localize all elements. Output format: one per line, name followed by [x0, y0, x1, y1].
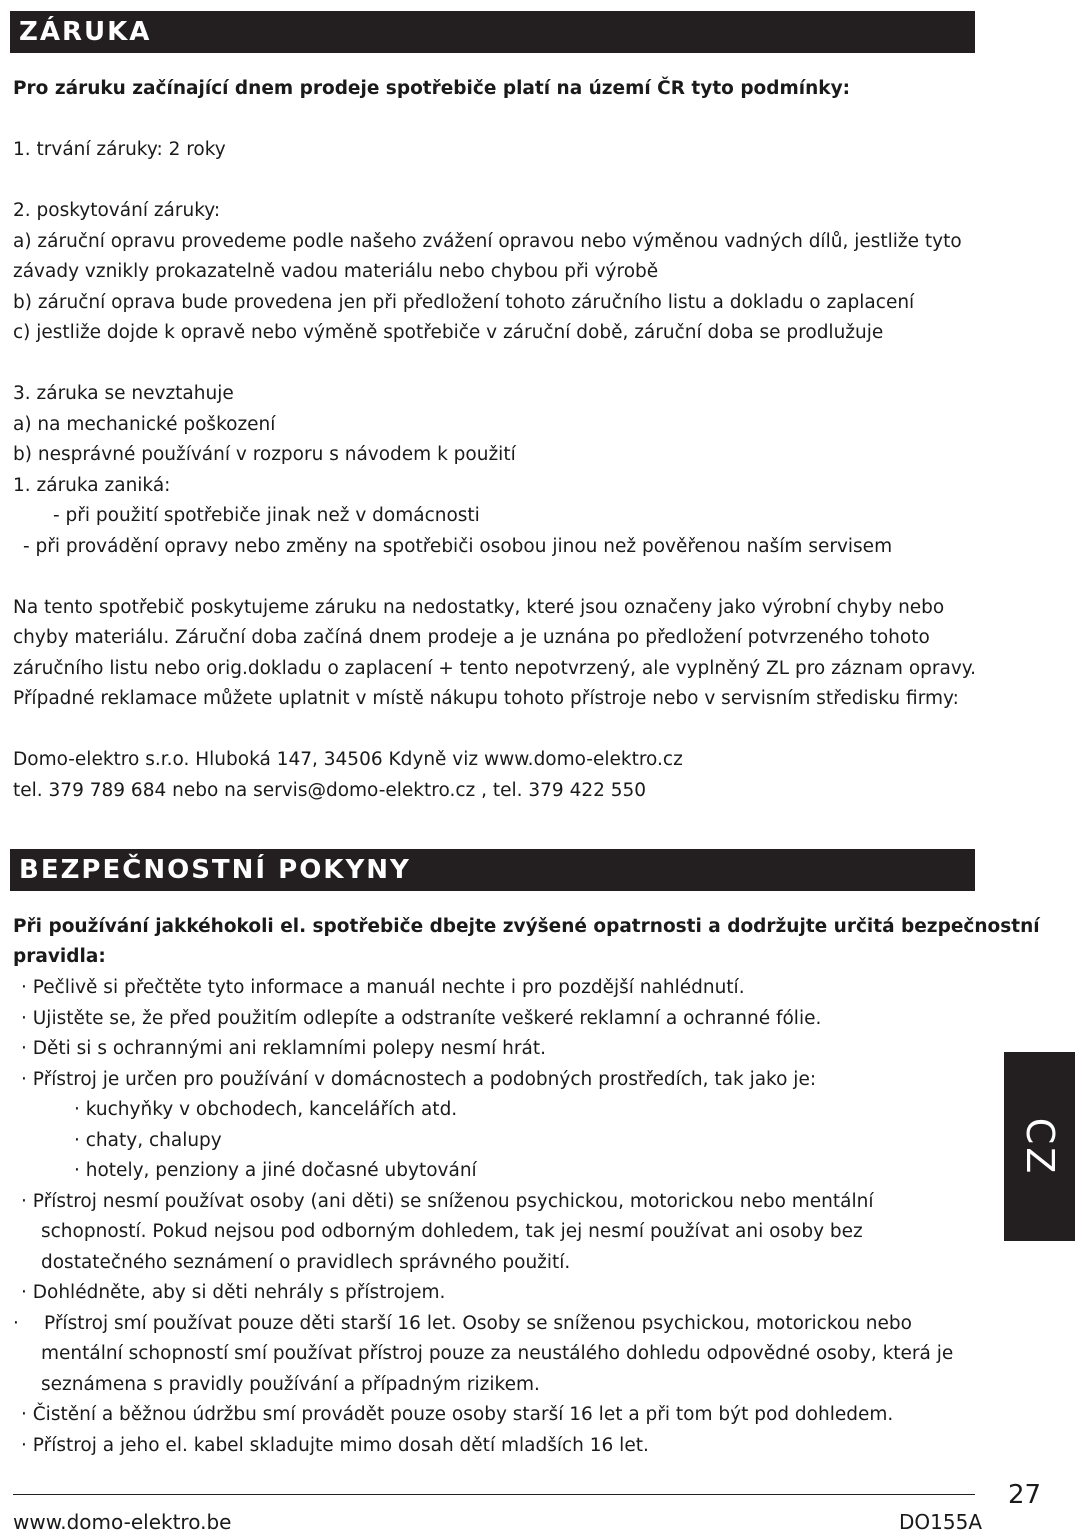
warranty-paragraph-line: Na tento spotřebič poskytujeme záruku na nedostatky, které jsou označeny jako výrobní chyby nebo — [13, 597, 945, 618]
safety-item: · Přístroj a jeho el. kabel skladujte mimo dosah dětí mladších 16 let. — [21, 1435, 649, 1456]
safety-item: · Ujistěte se, že před použitím odlepíte a odstraníte veškeré reklamní a ochranné fólie. — [21, 1008, 822, 1029]
warranty-expiry-title: 1. záruka zaniká: — [13, 475, 171, 496]
safety-item-continued: mentální schopností smí používat přístroj pouze za neustálého dohledu odpovědné osoby, která je — [41, 1343, 954, 1364]
warranty-expiry-item: - při použití spotřebiče jinak než v domácnosti — [53, 505, 480, 526]
warranty-heading: ZÁRUKA — [10, 11, 975, 53]
safety-item-bullet: · — [13, 1313, 19, 1334]
page-number: 27 — [1008, 1480, 1042, 1510]
footer-model: DO155A — [899, 1510, 982, 1534]
footer-website: www.domo-elektro.be — [13, 1510, 232, 1534]
safety-item: · Pečlivě si přečtěte tyto informace a manuál nechte i pro pozdější nahlédnutí. — [21, 977, 745, 998]
safety-intro-line1: Při používání jakkéhokoli el. spotřebiče dbejte zvýšené opatrnosti a dodržujte určitá bezpečnostní — [13, 916, 1040, 937]
safety-item: Přístroj smí používat pouze děti starší 16 let. Osoby se sníženou psychickou, motorickou nebo — [44, 1313, 912, 1334]
warranty-paragraph-line: záručního listu nebo orig.dokladu o zaplacení + tento nepotvrzený, ale vyplněný ZL pro záznam opravy. — [13, 658, 976, 679]
warranty-provision-c: c) jestliže dojde k opravě nebo výměně spotřebiče v záruční době, záruční doba se prodlužuje — [13, 322, 884, 343]
warranty-expiry-item: - při provádění opravy nebo změny na spotřebiči osobou jinou než pověřenou naším servisem — [23, 536, 893, 557]
safety-item-continued: dostatečného seznámení o pravidlech správného použití. — [41, 1252, 571, 1273]
warranty-paragraph-line: Případné reklamace můžete uplatnit v místě nákupu tohoto přístroje nebo v servisním středisku firmy: — [13, 688, 959, 709]
safety-subitem: · kuchyňky v obchodech, kancelářích atd. — [74, 1099, 458, 1120]
safety-subitem: · chaty, chalupy — [74, 1130, 222, 1151]
warranty-contact-phone: tel. 379 789 684 nebo na servis@domo-elektro.cz , tel. 379 422 550 — [13, 780, 647, 801]
warranty-provision-a-line1: a) záruční opravu provedeme podle našeho zvážení opravou nebo výměnou vadných dílů, jestliže tyto — [13, 231, 962, 252]
warranty-duration: 1. trvání záruky: 2 roky — [13, 139, 226, 160]
language-tab-label: CZ — [1017, 1117, 1062, 1176]
safety-item: · Dohlédněte, aby si děti nehrály s přístrojem. — [21, 1282, 446, 1303]
warranty-provision-b: b) záruční oprava bude provedena jen při předložení tohoto záručního listu a dokladu o zaplacení — [13, 292, 915, 313]
safety-heading: BEZPEČNOSTNÍ POKYNY — [10, 849, 975, 891]
safety-item-continued: schopností. Pokud nejsou pod odborným dohledem, tak jej nesmí používat ani osoby bez — [41, 1221, 863, 1242]
safety-item: · Děti si s ochrannými ani reklamními polepy nesmí hrát. — [21, 1038, 546, 1059]
language-tab — [1004, 1052, 1075, 1241]
warranty-exclusion-a: a) na mechanické poškození — [13, 414, 276, 435]
safety-subitem: · hotely, penziony a jiné dočasné ubytování — [74, 1160, 477, 1181]
footer-divider — [13, 1494, 975, 1495]
warranty-provision-title: 2. poskytování záruky: — [13, 200, 221, 221]
warranty-exclusion-b: b) nesprávné používání v rozporu s návodem k použití — [13, 444, 516, 465]
warranty-provision-a-line2: závady vznikly prokazatelně vadou materiálu nebo chybou při výrobě — [13, 261, 659, 282]
warranty-paragraph-line: chyby materiálu. Záruční doba začíná dnem prodeje a je uznána po předložení potvrzeného tohoto — [13, 627, 930, 648]
safety-item-continued: seznámena s pravidly používání a případným rizikem. — [41, 1374, 540, 1395]
warranty-intro: Pro záruku začínající dnem prodeje spotřebiče platí na území ČR tyto podmínky: — [13, 78, 851, 99]
safety-item: · Přístroj je určen pro používání v domácnostech a podobných prostředích, tak jako je: — [21, 1069, 817, 1090]
safety-intro-line2: pravidla: — [13, 946, 106, 967]
warranty-exclusion-title: 3. záruka se nevztahuje — [13, 383, 234, 404]
safety-item: · Přístroj nesmí používat osoby (ani děti) se sníženou psychickou, motorickou nebo mentální — [21, 1191, 874, 1212]
safety-item: · Čistění a běžnou údržbu smí provádět pouze osoby starší 16 let a při tom být pod dohledem. — [21, 1404, 894, 1425]
warranty-contact-address: Domo-elektro s.r.o. Hluboká 147, 34506 Kdyně viz www.domo-elektro.cz — [13, 749, 683, 770]
